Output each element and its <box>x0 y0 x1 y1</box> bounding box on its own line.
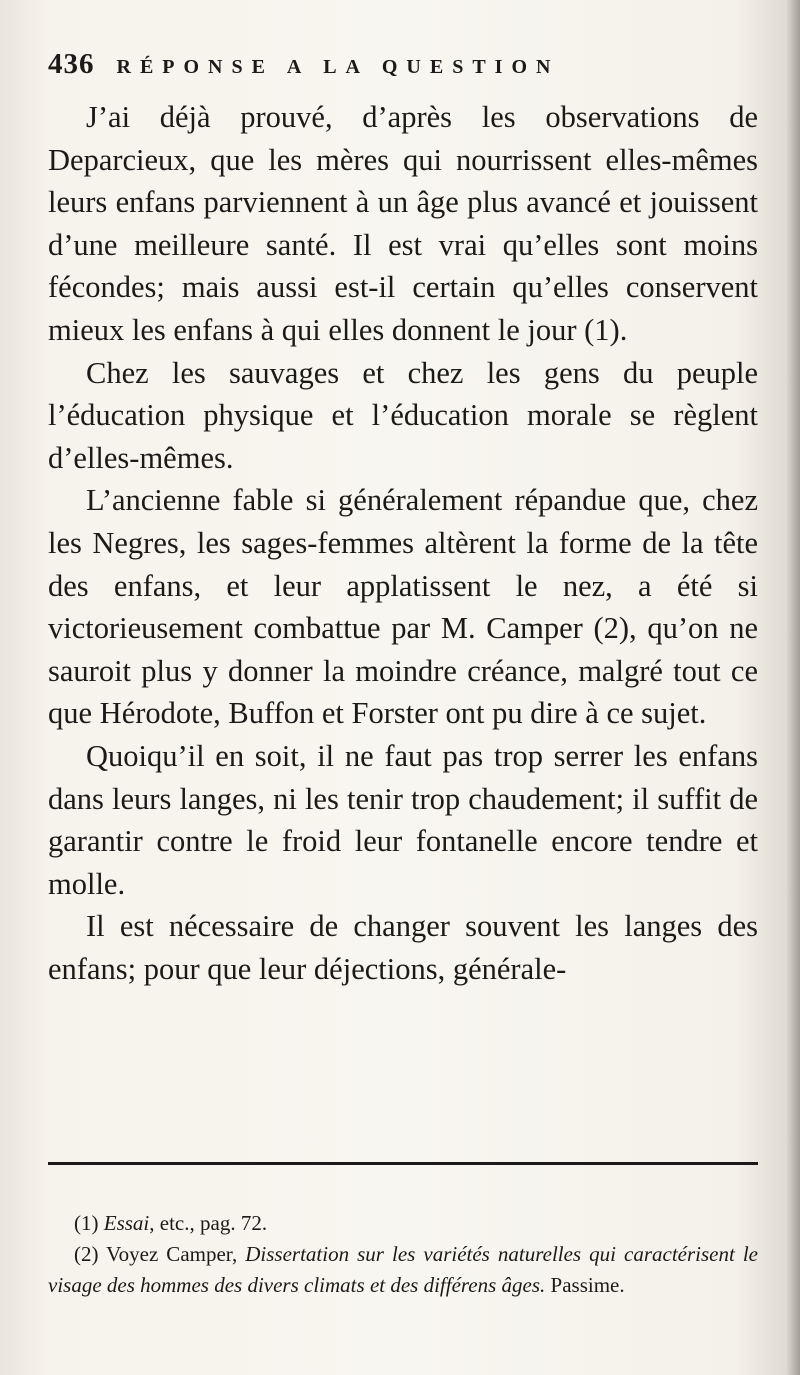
main-text <box>48 96 758 990</box>
page-edge-shadow <box>786 0 800 1375</box>
footnote-marker: (1) <box>74 1211 99 1235</box>
footnote-title: Essai <box>103 1211 150 1235</box>
footnote-text: Voyez Camper, <box>106 1242 238 1266</box>
paragraph: J’ai déjà prouvé, d’après les observations de Deparcieux, que les mères qui nourrissent elles-mêmes leurs enfans parviennent à un âge plus avancé et jouissent d’une meilleure santé. Il est vrai qu’elles sont moins fécondes; mais aussi est-il certain qu’elles conservent mieux les enfans à qui elles donnent le jour (1). <box>48 100 758 347</box>
footnotes <box>48 1208 758 1301</box>
paragraph: Chez les sauvages et chez les gens du peuple l’éducation physique et l’éducation morale se règlent d’elles-mêmes. <box>48 355 758 475</box>
footnote-1 <box>48 1208 758 1239</box>
footnote-rule <box>48 1162 758 1165</box>
running-title: RÉPONSE A LA QUESTION <box>116 56 560 78</box>
footnote-2 <box>48 1239 758 1301</box>
page-number: 436 <box>48 48 95 80</box>
footnote-text: Passime. <box>550 1273 625 1297</box>
footnote-marker: (2) <box>74 1242 99 1266</box>
footnote-text: , etc., pag. 72. <box>149 1211 268 1235</box>
paragraph: Il est nécessaire de changer souvent les langes des enfans; pour que leur déjections, générale- <box>48 909 758 986</box>
running-header <box>48 48 758 88</box>
paragraph: Quoiqu’il en soit, il ne faut pas trop serrer les enfans dans leurs langes, ni les tenir trop chaudement; il suffit de garantir contre le froid leur fontanelle encore tendre et molle. <box>48 738 758 901</box>
paragraph: L’ancienne fable si généralement répandue que, chez les Negres, les sages-femmes altèrent la forme de la tête des enfans, et leur applatissent le nez, a été si victorieusement combattue par M. Camper (2), qu’on ne sauroit plus y donner la moindre créance, malgré tout ce que Hérodote, Buffon et Forster ont pu dire à ce sujet. <box>48 483 758 731</box>
footnote-title: Dissertation sur les variétés naturelles qui caractérisent le visage des hommes des divers climats et des différens âges. <box>48 1242 759 1297</box>
